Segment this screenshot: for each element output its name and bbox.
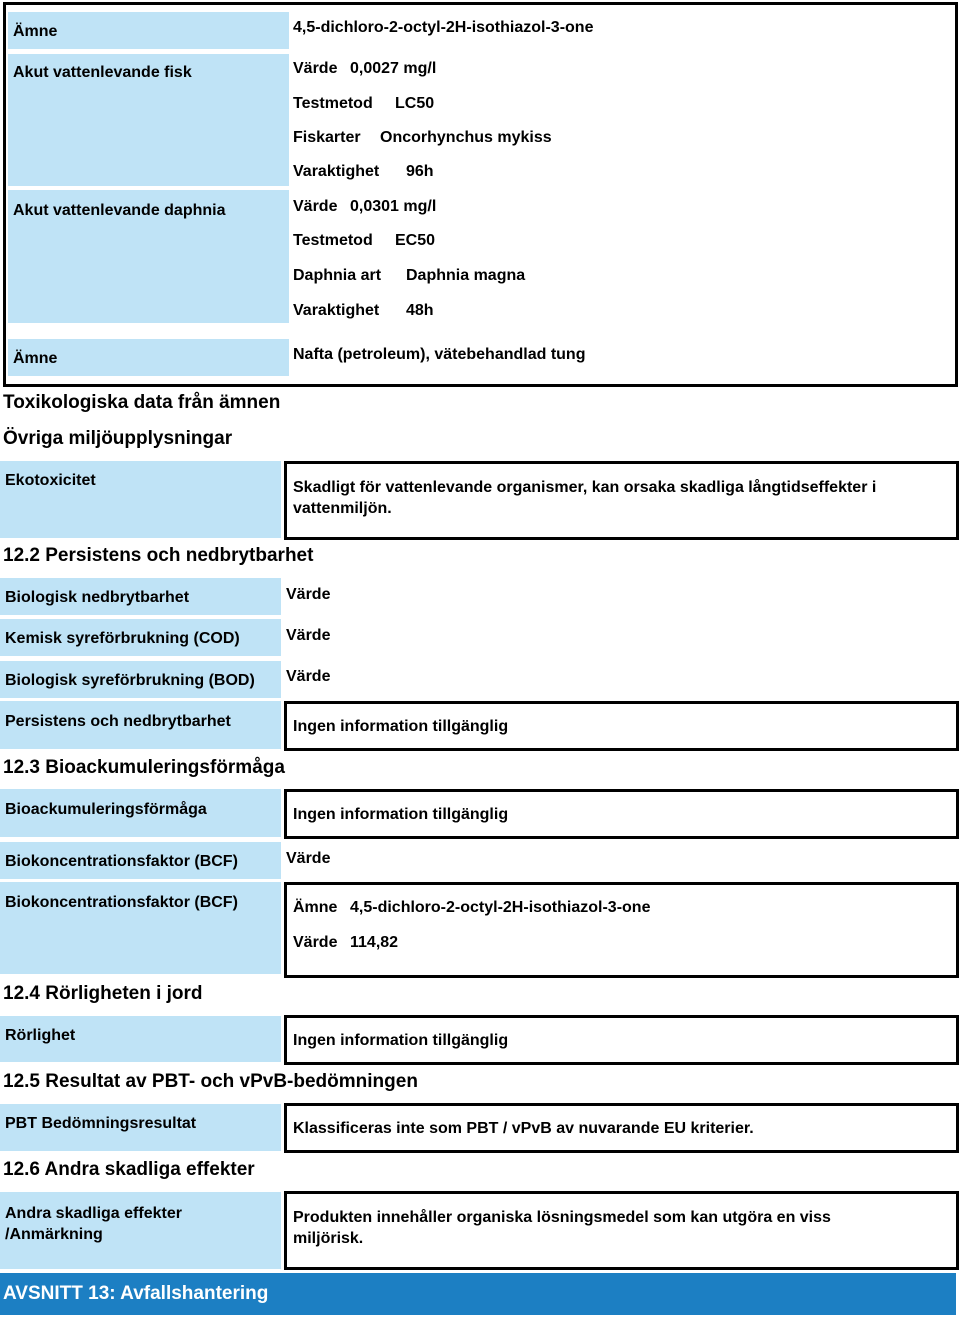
tox-heading: Toxikologiska data från ämnen bbox=[3, 392, 281, 413]
ekotox-value: Skadligt för vattenlevande organismer, kan orsaka skadliga långtidseffekter i vattenmiljön. bbox=[293, 479, 877, 517]
s123-heading: 12.3 Bioackumuleringsförmåga bbox=[3, 757, 285, 778]
amne-value: 4,5-dichloro-2-octyl-2H-isothiazol-3-one bbox=[293, 19, 594, 36]
pers-label: Persistens och nedbrytbarhet bbox=[0, 701, 281, 749]
bcf2-value: Värde 114,82 bbox=[293, 934, 399, 951]
bcf1-value: Värde bbox=[286, 850, 331, 867]
bioack-label: Bioackumuleringsförmåga bbox=[0, 789, 281, 837]
daphnia-species: Daphnia art Daphnia magna bbox=[293, 267, 526, 284]
bio-label: Biologisk nedbrytbarhet bbox=[0, 578, 281, 615]
daphnia-duration: Varaktighet 48h bbox=[293, 302, 434, 319]
ekotox-label: Ekotoxicitet bbox=[0, 461, 281, 538]
bioack-value: Ingen information tillgänglig bbox=[293, 806, 509, 823]
daphnia-method: Testmetod EC50 bbox=[293, 232, 436, 249]
amne-label: Ämne bbox=[8, 12, 289, 49]
fish-label: Akut vattenlevande fisk bbox=[8, 54, 289, 186]
cod-label: Kemisk syreförbrukning (COD) bbox=[0, 619, 281, 656]
daphnia-value: Värde 0,0301 mg/l bbox=[293, 198, 437, 215]
bio-value: Värde bbox=[286, 586, 331, 603]
pers-value: Ingen information tillgänglig bbox=[293, 718, 509, 735]
pbt-value: Klassificeras inte som PBT / vPvB av nuvarande EU kriterier. bbox=[293, 1120, 754, 1137]
andra-value: Produkten innehåller organiska lösningsmedel som kan utgöra en viss miljörisk. bbox=[293, 1209, 831, 1247]
fish-method: Testmetod LC50 bbox=[293, 95, 435, 112]
ovriga-heading: Övriga miljöupplysningar bbox=[3, 428, 233, 449]
section13-bar bbox=[0, 1273, 956, 1315]
s122-heading: 12.2 Persistens och nedbrytbarhet bbox=[3, 545, 314, 566]
amne2-label: Ämne bbox=[8, 339, 289, 376]
bod-value: Värde bbox=[286, 668, 331, 685]
bcf2-label: Biokoncentrationsfaktor (BCF) bbox=[0, 882, 281, 974]
bod-label: Biologisk syreförbrukning (BOD) bbox=[0, 661, 281, 698]
cod-value: Värde bbox=[286, 627, 331, 644]
pbt-label: PBT Bedömningsresultat bbox=[0, 1104, 281, 1151]
s126-heading: 12.6 Andra skadliga effekter bbox=[3, 1159, 255, 1180]
fish-species: Fiskarter Oncorhynchus mykiss bbox=[293, 129, 552, 146]
rorlighet-value: Ingen information tillgänglig bbox=[293, 1032, 509, 1049]
s124-heading: 12.4 Rörligheten i jord bbox=[3, 983, 203, 1004]
section13-title: AVSNITT 13: Avfallshantering bbox=[3, 1283, 269, 1304]
andra-label: Andra skadliga effekter /Anmärkning bbox=[0, 1192, 281, 1269]
s125-heading: 12.5 Resultat av PBT- och vPvB-bedömningen bbox=[3, 1071, 418, 1092]
bcf2-box bbox=[284, 882, 959, 978]
bcf1-label: Biokoncentrationsfaktor (BCF) bbox=[0, 842, 281, 879]
fish-value: Värde 0,0027 mg/l bbox=[293, 60, 437, 77]
rorlighet-label: Rörlighet bbox=[0, 1016, 281, 1062]
amne2-value: Nafta (petroleum), vätebehandlad tung bbox=[293, 346, 586, 363]
fish-duration: Varaktighet 96h bbox=[293, 163, 434, 180]
bcf2-amne: Ämne 4,5-dichloro-2-octyl-2H-isothiazol-3-one bbox=[293, 899, 651, 916]
daphnia-label: Akut vattenlevande daphnia bbox=[8, 190, 289, 323]
